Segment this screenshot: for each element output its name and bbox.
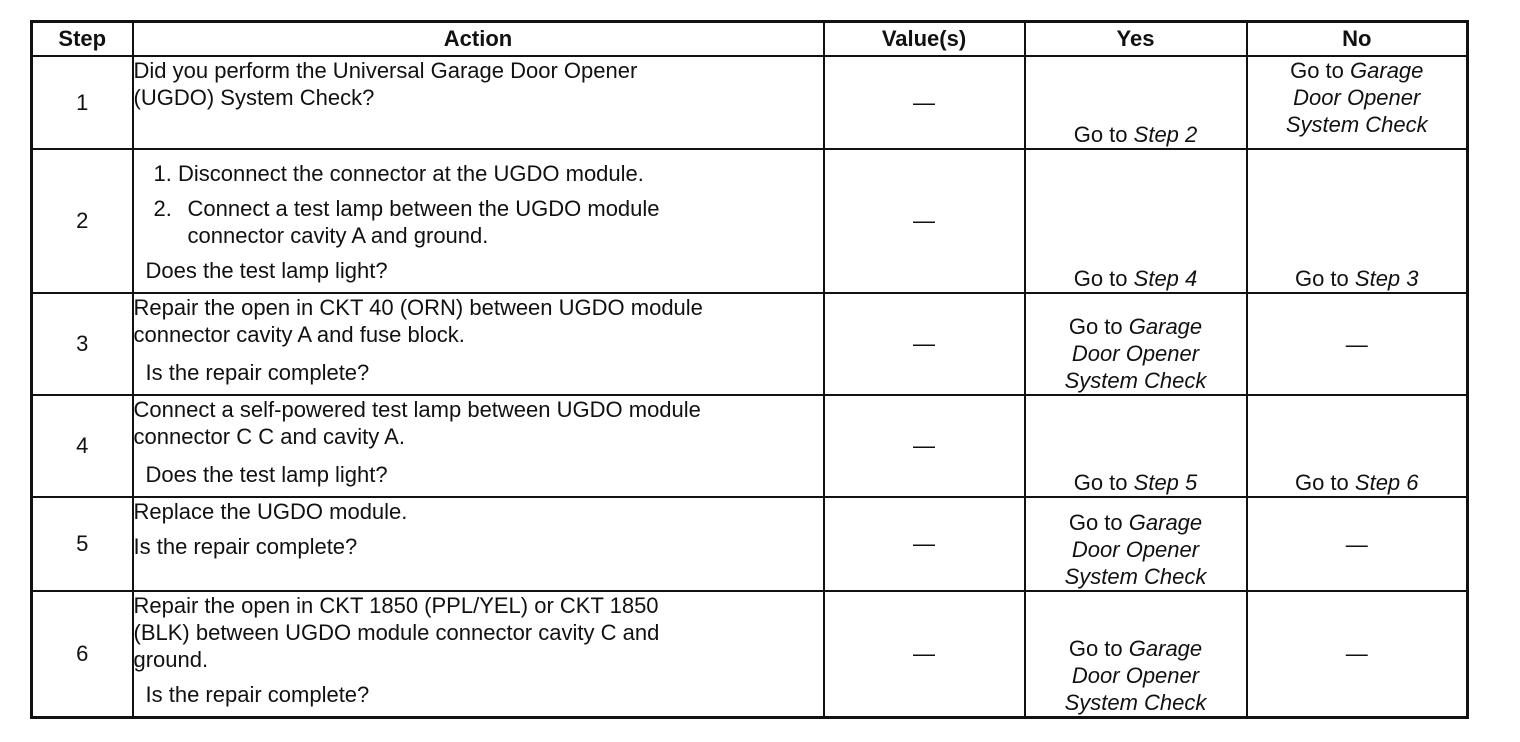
action-substep [134,195,823,249]
yes-target: Door Opener [1071,341,1200,366]
dash: — [913,331,935,356]
action-line: connector cavity A and fuse block. [133,322,465,347]
action-line: (BLK) between UGDO module connector cavity C and [133,620,660,645]
go-to-text: Go to [1294,470,1349,495]
go-to-text: Go to [1068,314,1123,339]
header-yes: Yes [1025,22,1247,57]
no-cell [1247,395,1468,497]
table-row [32,395,1468,497]
no-target: Door Opener [1293,85,1421,110]
header-values: Value(s) [824,22,1025,57]
action-line: Repair the open in CKT 40 (ORN) between UGDO module [133,295,703,320]
step-number: 4 [32,395,133,497]
yes-cell [1025,395,1247,497]
action-substep [134,160,823,187]
dash: — [913,531,935,556]
step-number: 6 [32,591,133,717]
action-cell [133,497,824,591]
action-cell [133,591,824,717]
action-question: Is the repair complete? [145,681,370,707]
yes-target: Step 2 [1133,122,1198,147]
value-cell [824,591,1025,717]
action-line: connector C C and cavity A. [133,424,405,449]
substep-number: 2. [153,196,172,221]
header-action: Action [133,22,824,57]
yes-target: Step 4 [1133,266,1198,291]
yes-target: Garage [1128,635,1203,661]
value-cell [824,149,1025,293]
action-cell [133,149,824,293]
diagnostic-table [30,20,1469,719]
dash: — [1345,531,1368,557]
value-cell [824,56,1025,149]
dash: — [913,640,935,666]
yes-target: Step 5 [1133,470,1198,495]
substep-text: Disconnect the connector at the UGDO module. [177,161,644,186]
dash: — [913,89,935,115]
yes-target: Garage [1128,314,1203,339]
action-question: Does the test lamp light? [145,258,388,283]
table-row [32,293,1468,395]
action-line: (UGDO) System Check? [133,85,375,110]
yes-target: Garage [1128,510,1203,535]
action-cell [133,56,824,149]
value-cell [824,395,1025,497]
yes-target: Door Opener [1071,662,1200,688]
action-line: ground. [133,647,209,672]
go-to-text: Go to [1068,510,1123,535]
go-to-text: Go to [1294,266,1349,291]
action-cell [133,395,824,497]
no-cell [1247,293,1468,395]
no-target: System Check [1285,112,1428,137]
header-step: Step [32,22,133,57]
go-to-text: Go to [1073,470,1128,495]
header-no: No [1247,22,1468,57]
yes-cell [1025,56,1247,149]
yes-cell [1025,497,1247,591]
yes-cell [1025,591,1247,717]
go-to-text: Go to [1290,58,1344,83]
yes-target: System Check [1064,368,1207,393]
go-to-text: Go to [1073,122,1128,147]
substep-text: connector cavity A and ground. [187,223,489,248]
step-number: 2 [32,149,133,293]
yes-target: System Check [1064,689,1207,715]
action-question: Does the test lamp light? [145,462,388,487]
no-cell [1247,497,1468,591]
value-cell [824,293,1025,395]
yes-cell [1025,293,1247,395]
action-line: Repair the open in CKT 1850 (PPL/YEL) or CKT 1850 [133,593,659,618]
go-to-text: Go to [1068,635,1123,661]
no-target: Step 6 [1354,470,1419,495]
no-target: Step 3 [1354,266,1419,291]
no-cell [1247,591,1468,717]
table-row [32,497,1468,591]
substep-number: 1. [153,161,172,186]
yes-cell [1025,149,1247,293]
step-number: 1 [32,56,133,149]
dash: — [1345,331,1368,357]
no-cell [1247,149,1468,293]
go-to-text: Go to [1073,266,1128,291]
table-row [32,149,1468,293]
action-question: Is the repair complete? [145,360,370,385]
action-line: Did you perform the Universal Garage Door Opener [133,58,638,83]
action-question: Is the repair complete? [133,534,358,559]
header-row [32,22,1468,57]
substep-text: Connect a test lamp between the UGDO module [187,196,660,221]
dash: — [913,208,935,233]
dash: — [1345,641,1368,667]
yes-target: System Check [1064,564,1207,589]
dash: — [913,433,935,458]
yes-target: Door Opener [1071,537,1200,562]
action-line: Replace the UGDO module. [133,499,408,524]
table-row [32,591,1468,717]
action-line: Connect a self-powered test lamp between UGDO module [133,397,701,422]
no-target: Garage [1350,58,1424,83]
value-cell [824,497,1025,591]
no-cell [1247,56,1468,149]
step-number: 3 [32,293,133,395]
action-cell [133,293,824,395]
step-number: 5 [32,497,133,591]
table-row [32,56,1468,149]
